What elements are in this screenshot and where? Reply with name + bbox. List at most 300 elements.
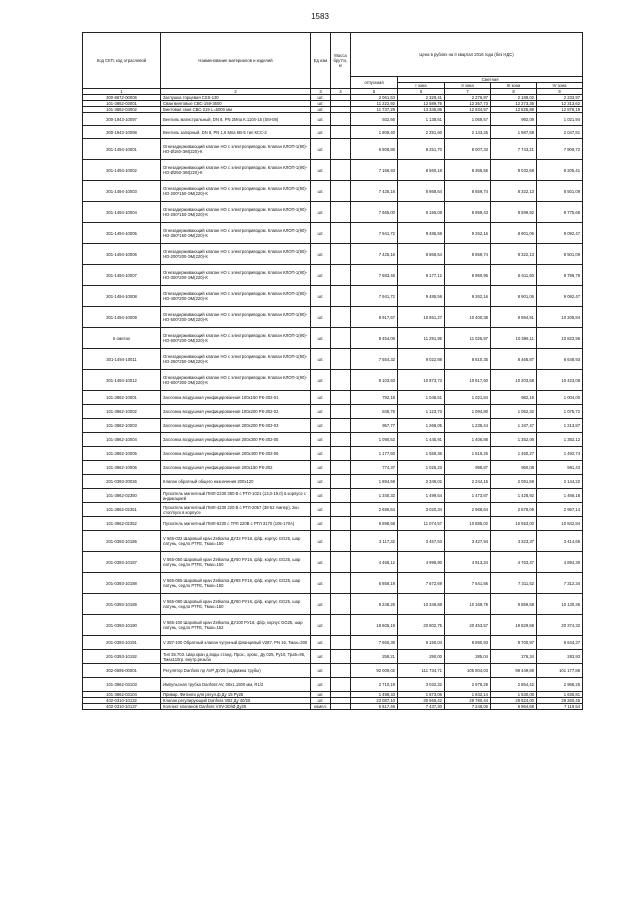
cell-zone-4-price: 2 233,97 [537,95,583,101]
cell-unit: шт. [311,307,331,328]
cell-zone-1-price: 10 651,27 [398,307,445,328]
cell-name: Заслонка воздушная унифицированная 200х200 РК-302-03 [161,419,311,433]
cell-release-price: 6 908,86 [351,139,398,160]
cell-zone-2-price: 1 406,88 [445,433,491,447]
cell-zone-1-price: 4 998,90 [398,552,445,573]
cell-release-price: 7 425,16 [351,244,398,265]
cell-release-price: 11 737,29 [351,107,398,113]
cell-zone-3-price: 982,16 [491,391,537,405]
cell-release-price: 92 009,02 [351,664,398,678]
cell-unit: шт. [311,95,331,101]
table-row [83,405,583,419]
cell-zone-1-price: 11 291,95 [398,328,445,349]
cell-unit: шт. [311,223,331,244]
cell-zone-3-price: 8 322,13 [491,181,537,202]
cell-zone-2-price: 7 246,06 [445,704,491,710]
cell-zone-4-price: 7 312,34 [537,573,583,594]
cell-mass [331,517,351,531]
cell-release-price: 1 090,52 [351,433,398,447]
cell-code: 301-1494-10009 [83,307,161,328]
cell-code: 101-3862-10005 [83,447,161,461]
cell-zone-2-price: 1 642,14 [445,692,491,698]
cell-zone-2-price: 2 244,15 [445,475,491,489]
cell-release-price: 7 665,00 [351,202,398,223]
cell-zone-3-price: 98 449,69 [491,664,537,678]
cell-zone-4-price: 981,43 [537,461,583,475]
cell-mass [331,126,351,139]
cell-code: 101-3862-02351 [83,503,161,517]
cell-zone-2-price: 29 780,44 [445,698,491,704]
cell-unit: шт. [311,265,331,286]
cell-unit: шт. [311,370,331,391]
cell-unit: шт. [311,461,331,475]
cell-unit: шт. [311,503,331,517]
table-row [83,678,583,692]
cell-name: Огнезадерживающий клапан НО с электроприводом. Клапан КЛОП-1(90)-НО-400*200-ЭМ(220)-К [161,286,311,307]
cell-zone-2-price: 2 276,87 [445,95,491,101]
cell-release-price: 7 166,93 [351,160,398,181]
table-row [83,286,583,307]
cell-name: Огнезадерживающий клапан НО с электроприводом. Клапан КЛОП-1(90)-НО-Ø160-ЭМ(220)-К [161,139,311,160]
cell-unit: шт. [311,405,331,419]
cell-zone-3-price: 276,34 [491,650,537,664]
cell-mass [331,391,351,405]
cell-unit: шт. [311,489,331,503]
cell-code: 402-0310-10132 [83,698,161,704]
cell-name: Огнезадерживающий клапан НО с электроприводом. Клапан КЛОП-1(90)-НО-200*200-ЭМ(220)-К [161,244,311,265]
cell-release-price: 9 898,68 [351,517,398,531]
cell-zone-1-price: 1 499,54 [398,489,445,503]
cell-zone-2-price: 285,04 [445,650,491,664]
cell-unit: шт. [311,447,331,461]
cell-mass [331,461,351,475]
cell-zone-4-price: 8 644,37 [537,636,583,650]
cell-zone-2-price: 7 541,56 [445,573,491,594]
cell-mass [331,503,351,517]
cell-zone-2-price: 998,87 [445,461,491,475]
cell-code: 302-0595-00001 [83,664,161,678]
cell-mass [331,286,351,307]
cell-name: Пускатель магнитный ПМЛ-4230 220 В с РТЛ-2057 (38-52 Ампер), 2кн. стоп/пуск в корпусе [161,503,311,517]
cell-mass [331,489,351,503]
cell-zone-4-price: 8 501,09 [537,181,583,202]
cell-code: 301-1494-10006 [83,244,161,265]
cell-zone-4-price: 1 021,94 [537,113,583,126]
cell-zone-4-price: 2 968,25 [537,678,583,692]
cell-name: V 565-080 Шаровый кран Zetkama ДУ80 PУ16, ф/ф, корпус GG25, шар латунь, седло PTFE, Тмах=150 [161,594,311,615]
cell-release-price: 2 710,19 [351,678,398,692]
cell-mass [331,181,351,202]
cell-code: 101-3862-03001 [83,101,161,107]
cell-release-price: 9 454,09 [351,328,398,349]
header-code: Код СКП, код отраслевой [83,33,161,89]
cell-zone-1-price: 10 873,73 [398,370,445,391]
price-table [82,32,583,710]
cell-mass [331,678,351,692]
cell-unit: шт. [311,594,331,615]
cell-release-price: 7 425,16 [351,181,398,202]
cell-zone-2-price: 8 960,95 [445,265,491,286]
cell-zone-2-price: 1 519,25 [445,447,491,461]
cell-mass [331,405,351,419]
cell-mass [331,433,351,447]
cell-zone-1-price: 9 150,04 [398,636,445,650]
table-body [83,95,583,710]
column-index: 7 [445,89,491,95]
cell-name: Огнезадерживающий клапан НО с электроприводом. Клапан КЛОП-1(90)-НО-600*200-ЭМ(220)-К [161,328,311,349]
table-row [83,160,583,181]
cell-name: Вентиль магистральный, DN 8, PN 2Mпа К.1104-16 (SM-08) [161,113,311,126]
cell-release-price: 1 340,32 [351,489,398,503]
cell-zone-2-price: 11 025,97 [445,328,491,349]
cell-zone-2-price: 10 885,02 [445,517,491,531]
header-price-group: Цена в рублях на II квартал 2016 года (без НДС) [351,33,583,77]
cell-code: 101-3862-10004 [83,433,161,447]
table-row [83,391,583,405]
cell-unit: шт. [311,531,331,552]
cell-zone-3-price: 19 829,68 [491,615,537,636]
cell-zone-4-price: 2 047,81 [537,126,583,139]
cell-unit: шт. [311,692,331,698]
cell-mass [331,573,351,594]
cell-code: 101-3862-03002 [83,107,161,113]
cell-zone-4-price: 283,93 [537,650,583,664]
cell-name: Клапан регулирующий Danfoss VB2 Ду 40/25 [161,698,311,704]
cell-unit: шт. [311,573,331,594]
cell-name: Регулятор Danfoss пр AVP ДУ25 (задвижка трубы) [161,664,311,678]
cell-zone-1-price: 290,00 [398,650,445,664]
page-number: 1583 [311,12,329,21]
table-row [83,615,583,636]
cell-zone-1-price: 8 868,64 [398,244,445,265]
cell-zone-4-price: 9 092,47 [537,223,583,244]
cell-release-price: 957,77 [351,419,398,433]
cell-code: 101-3862-03104 [83,692,161,698]
cell-release-price: 1 894,59 [351,475,398,489]
cell-zone-2-price: 12 357,73 [445,101,491,107]
cell-zone-4-price: 12 313,62 [537,101,583,107]
cell-code: 201-0393-20026 [83,475,161,489]
cell-code: 101-3862-10006 [83,461,161,475]
cell-release-price: 7 554,32 [351,349,398,370]
cell-mass [331,475,351,489]
cell-zone-4-price: 29 260,48 [537,698,583,704]
table-row [83,202,583,223]
cell-zone-2-price: 105 804,03 [445,664,491,678]
cell-release-price: 7 683,46 [351,265,398,286]
cell-zone-1-price: 8 251,70 [398,139,445,160]
cell-zone-3-price: 10 203,68 [491,370,537,391]
cell-release-price: 23 087,10 [351,698,398,704]
table-row [83,181,583,202]
cell-zone-1-price: 10 346,88 [398,594,445,615]
cell-zone-3-price: 6 964,68 [491,704,537,710]
cell-zone-1-price: 9 177,12 [398,265,445,286]
table-row [83,223,583,244]
cell-release-price: 792,18 [351,391,398,405]
cell-zone-1-price: 1 025,23 [398,461,445,475]
cell-name: V 565-065 Шаровый кран Zetkama ДУ65 PУ16, ф/ф, корпус GG25, шар латунь, седло PTFE, Тмах=150 [161,573,311,594]
cell-zone-3-price: 7 311,52 [491,573,537,594]
table-row [83,475,583,489]
cell-mass [331,447,351,461]
cell-zone-3-price: 8 032,68 [491,160,537,181]
header-estimate-price: Сметная [398,77,583,83]
cell-name: Огнезадерживающий клапан НО с электроприводом. Клапан КЛОП-1(90)-НО-200*150-ЭМ(220)-К [161,181,311,202]
cell-mass [331,160,351,181]
cell-zone-2-price: 20 453,57 [445,615,491,636]
cell-zone-2-price: 9 262,16 [445,223,491,244]
cell-unit: шт. [311,517,331,531]
table-row [83,489,583,503]
cell-mass [331,615,351,636]
cell-unit: шт. [311,475,331,489]
cell-unit: шт. [311,107,331,113]
cell-zone-4-price: 1 492,74 [537,447,583,461]
cell-release-price: 7 660,39 [351,636,398,650]
cell-zone-3-price: 10 596,11 [491,328,537,349]
header-zone-1: I зона [398,83,445,89]
cell-release-price: 2 061,53 [351,95,398,101]
cell-code: 301-1494-10005 [83,223,161,244]
cell-zone-1-price: 3 032,32 [398,678,445,692]
cell-zone-4-price: 10 130,36 [537,594,583,615]
table-row [83,552,583,573]
cell-zone-2-price: 8 659,74 [445,244,491,265]
table-row [83,126,583,139]
column-index: 5 [351,89,398,95]
header-release-price: отпускная [351,77,398,89]
cell-zone-2-price: 8 810,35 [445,349,491,370]
cell-name: Огнезадерживающий клапан НО с электроприводом. Клапан КЛОП-1(90)-НО-300*200-ЭМ(220)-К [161,265,311,286]
cell-zone-3-price: 960,08 [491,461,537,475]
cell-zone-1-price: 2 349,02 [398,475,445,489]
cell-release-price: 1 809,40 [351,126,398,139]
cell-zone-2-price: 8 356,56 [445,160,491,181]
cell-release-price: 774,37 [351,461,398,475]
cell-mass [331,704,351,710]
cell-code: 300-8672-00006 [83,95,161,101]
table-row [83,349,583,370]
cell-unit: шт. [311,113,331,126]
cell-name: Коллект клапанов Danfoss VSV-ЗО/Ø Ду25 [161,704,311,710]
cell-unit: шт. [311,101,331,107]
cell-unit: шт. [311,391,331,405]
cell-release-price: 1 498,33 [351,692,398,698]
cell-zone-2-price: 9 262,16 [445,286,491,307]
cell-mass [331,531,351,552]
table-row [83,594,583,615]
cell-zone-1-price: 1 673,06 [398,692,445,698]
cell-mass [331,244,351,265]
cell-unit: шт. [311,678,331,692]
cell-zone-4-price: 7 909,72 [537,139,583,160]
cell-code: 300-1943-10097 [83,113,161,126]
cell-name: V 565-032 Шаровый кран Zetkama ДУ32 PУ16, ф/ф, корпус GG25, шар латунь, седло PTFE, Тмах=150 [161,531,311,552]
cell-zone-1-price: 2 281,60 [398,126,445,139]
cell-zone-4-price: 10 823,96 [537,328,583,349]
cell-name: Вентиль запорный, DN 8, PN 1,6 Mпа КВ-5 тип КСС-2 [161,126,311,139]
cell-code: 301-1494-10012 [83,370,161,391]
cell-release-price: 7 941,72 [351,286,398,307]
cell-unit: шт. [311,698,331,704]
cell-zone-1-price: 1 445,91 [398,433,445,447]
table-row [83,573,583,594]
cell-mass [331,636,351,650]
cell-code: 301-1494-10004 [83,202,161,223]
cell-zone-2-price: 2 143,25 [445,126,491,139]
cell-zone-2-price: 8 959,43 [445,202,491,223]
cell-name: Пускатель магнитный ПМЛ-2230 380 В с РТЛ-1021 (13,0-19,0) в корпусе с индикацией [161,489,311,503]
cell-mass [331,419,351,433]
cell-unit: шт. [311,636,331,650]
cell-zone-4-price: 8 205,41 [537,160,583,181]
cell-zone-1-price: 11 074,57 [398,517,445,531]
cell-zone-1-price: 8 868,64 [398,181,445,202]
cell-zone-2-price: 2 968,64 [445,503,491,517]
cell-zone-1-price: 12 589,76 [398,101,445,107]
cell-zone-3-price: 10 553,00 [491,517,537,531]
table-row [83,636,583,650]
cell-name: Привар. Фитинги для регул.ф Ду 15 Ру25 [161,692,311,698]
cell-zone-2-price: 1 473,87 [445,489,491,503]
cell-name: Огнезадерживающий клапан НО с электроприводом. Клапан КЛОП-1(90)-НО-600*300-ЭМ(220)-К [161,370,311,391]
table-row [83,419,583,433]
cell-mass [331,552,351,573]
cell-zone-3-price: 1 352,06 [491,433,537,447]
cell-code: 301-1494-10011 [83,349,161,370]
cell-zone-4-price: 2 957,14 [537,503,583,517]
cell-unit: шт. [311,328,331,349]
cell-zone-2-price: 1 235,44 [445,419,491,433]
cell-name: Пускатель магнитный ПМЛ-6230 с ТРЛ 220В с РТЛ 3170 (105-170А) [161,517,311,531]
cell-zone-3-price: 7 743,21 [491,139,537,160]
cell-zone-2-price: 4 913,34 [445,552,491,573]
cell-name: Клапан обратный общего назначения 200х120 [161,475,311,489]
cell-zone-3-price: 1 460,27 [491,447,537,461]
cell-code: 101-3862-10002 [83,405,161,419]
cell-zone-1-price: 9 485,59 [398,286,445,307]
cell-zone-1-price: 7 437,30 [398,704,445,710]
cell-code: 301-1494-10002 [83,160,161,181]
cell-zone-3-price: 8 901,06 [491,286,537,307]
cell-zone-2-price: 3 427,94 [445,531,491,552]
cell-zone-4-price: 1 213,87 [537,419,583,433]
cell-zone-3-price: 8 611,60 [491,265,537,286]
cell-zone-3-price: 28 624,00 [491,698,537,704]
cell-release-price: 5 617,46 [351,704,398,710]
cell-zone-4-price: 7 119,54 [537,704,583,710]
cell-mass [331,594,351,615]
cell-unit: шт. [311,244,331,265]
cell-unit: шт. [311,650,331,664]
column-index: 6 [398,89,445,95]
cell-zone-3-price: 8 901,06 [491,223,537,244]
cell-zone-3-price: 2 878,09 [491,503,537,517]
table-row [83,503,583,517]
table-row [83,139,583,160]
cell-zone-1-price: 2 328,41 [398,95,445,101]
cell-code: 402-0310-10137 [83,704,161,710]
cell-zone-3-price: 1 987,59 [491,126,537,139]
cell-zone-1-price: 1 559,36 [398,447,445,461]
cell-code: 201-0393-10186 [83,531,161,552]
cell-zone-1-price: 1 123,73 [398,405,445,419]
cell-name: Заслонка воздушная унифицированная 100х200 РК-302-02 [161,405,311,419]
table-row [83,244,583,265]
cell-unit: шт. [311,615,331,636]
cell-code: 201-0393-10191 [83,636,161,650]
cell-zone-4-price: 2 144,22 [537,475,583,489]
cell-zone-3-price: 1 630,08 [491,692,537,698]
column-index: 9 [537,89,583,95]
cell-zone-1-price: 3 467,53 [398,531,445,552]
header-mass: Масса брутто, кг [331,33,351,89]
cell-release-price: 9 248,26 [351,594,398,615]
cell-code: 201-0393-10192 [83,650,161,664]
cell-zone-2-price: 8 659,74 [445,181,491,202]
cell-zone-4-price: 4 894,30 [537,552,583,573]
table-row [83,113,583,126]
cell-code: 301-1494-10008 [83,286,161,307]
cell-zone-4-price: 3 414,65 [537,531,583,552]
cell-zone-3-price: 2 854,42 [491,678,537,692]
cell-zone-1-price: 1 268,05 [398,419,445,433]
header-zone-3: III зона [491,83,537,89]
cell-unit: шт. [311,419,331,433]
cell-zone-3-price: 8 466,87 [491,349,537,370]
table-row [83,370,583,391]
cell-unit: компл. [311,704,331,710]
cell-zone-2-price: 1 094,80 [445,405,491,419]
cell-unit: шт. [311,349,331,370]
table-row [83,328,583,349]
cell-name: V 565-100 Шаровый кран Zetkama ДУ100 PУ16, ф/ф, корпус GG25, шар латунь, седло PTFE, Тмах=152 [161,615,311,636]
cell-mass [331,265,351,286]
cell-name: Огнезадерживающий клапан НО с электроприводом. Клапан КЛОП-1(90)-НО-250*250-ЭМ(220)-К [161,349,311,370]
cell-zone-1-price: 1 048,61 [398,391,445,405]
cell-zone-4-price: 10 209,84 [537,307,583,328]
cell-zone-2-price: 8 890,93 [445,636,491,650]
cell-zone-1-price: 8 560,18 [398,160,445,181]
cell-zone-4-price: 10 423,08 [537,370,583,391]
cell-zone-4-price: 8 775,66 [537,202,583,223]
cell-zone-3-price: 8 599,92 [491,202,537,223]
cell-zone-1-price: 7 672,69 [398,573,445,594]
cell-unit: шт. [311,286,331,307]
cell-mass [331,650,351,664]
cell-unit: шт. [311,664,331,678]
table-row [83,265,583,286]
cell-zone-2-price: 8 007,33 [445,139,491,160]
cell-mass [331,139,351,160]
cell-zone-1-price: 30 565,42 [398,698,445,704]
header-name: Наименование материалов и изделий [161,33,311,89]
price-table-container [82,32,582,710]
cell-zone-4-price: 1 382,12 [537,433,583,447]
cell-mass [331,328,351,349]
cell-release-price: 2 699,64 [351,503,398,517]
header-unit: Ед изм [311,33,331,89]
cell-zone-4-price: 20 374,32 [537,615,583,636]
cell-name: Огнезадерживающий клапан НО с электроприводом. Клапан КЛОП-1(90)-НО-250*150-ЭМ(220)-К [161,202,311,223]
cell-zone-3-price: 2 081,59 [491,475,537,489]
column-index: 1 [83,89,161,95]
cell-zone-4-price: 8 648,93 [537,349,583,370]
table-row [83,664,583,678]
cell-name: Заглушка торцевая CSS-130 [161,95,311,101]
cell-zone-4-price: 12 876,19 [537,107,583,113]
